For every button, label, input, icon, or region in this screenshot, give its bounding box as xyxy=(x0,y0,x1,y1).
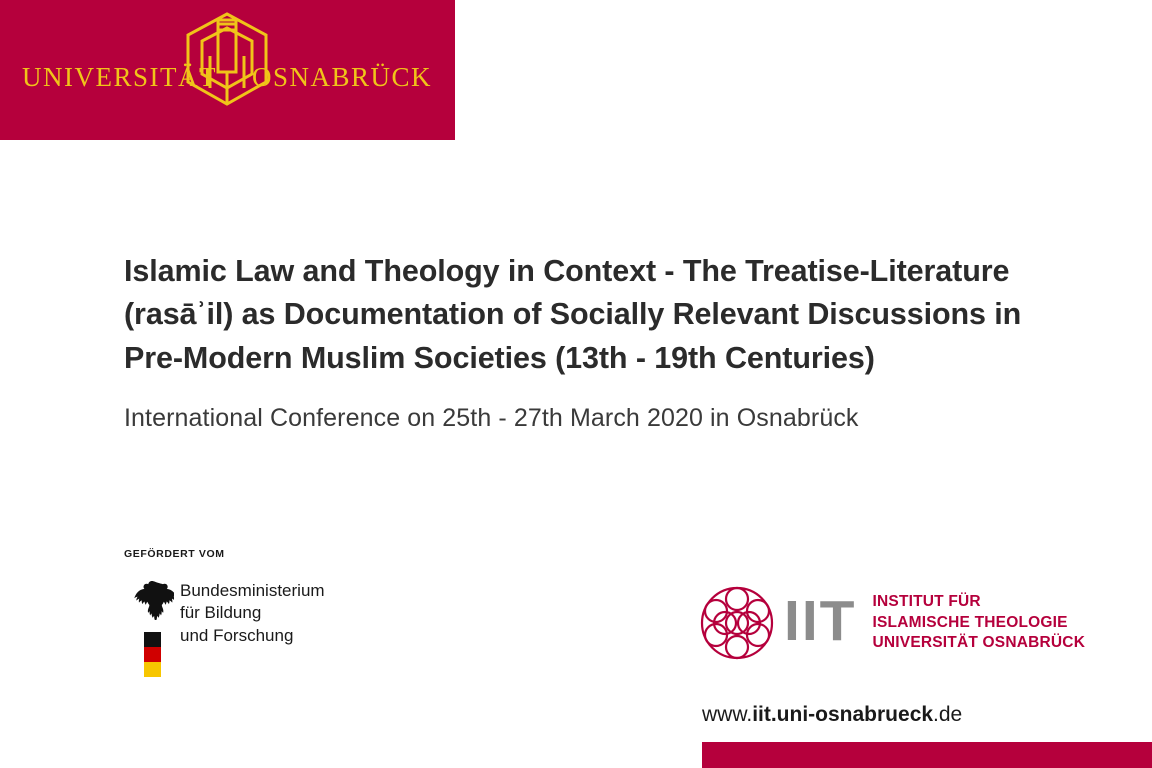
islamic-rosette-icon xyxy=(700,586,774,660)
university-logo-word-left: UNIVERSITÄT xyxy=(22,62,217,92)
university-logo-word-right: OSNABRÜCK xyxy=(252,62,433,92)
iit-acronym: IIT xyxy=(784,588,857,653)
bmbf-line-1: Bundesministerium xyxy=(180,581,325,600)
iit-name-line-3: UNIVERSITÄT OSNABRÜCK xyxy=(872,634,1086,652)
bottom-accent-bar xyxy=(702,742,1152,768)
page-subtitle: International Conference on 25th - 27th March 2020 in Osnabrück xyxy=(124,403,859,432)
university-logo xyxy=(0,0,455,140)
url-prefix: www. xyxy=(702,703,753,726)
bmbf-emblem xyxy=(124,578,180,677)
iit-institute-name xyxy=(873,592,1086,655)
bmbf-wordmark xyxy=(180,578,325,647)
funding-kicker: GEFÖRDERT VOM xyxy=(124,548,225,560)
url-suffix: .de xyxy=(933,703,963,726)
iit-name-line-1: INSTITUT FÜR xyxy=(872,592,981,610)
iit-logo xyxy=(700,586,1085,660)
bmbf-logo xyxy=(124,578,454,677)
title-block xyxy=(124,250,1084,433)
url-main: iit.uni-osnabrueck xyxy=(752,703,934,726)
bmbf-line-3: und Forschung xyxy=(180,625,294,645)
header-band xyxy=(0,0,455,140)
page-title: Islamic Law and Theology in Context - The Treatise-Literature (rasāʾil) as Documentation of Socially Relevant Discussions in Pre-Modern Muslim Societies (13th - 19th Centuries) xyxy=(124,254,1022,375)
iit-name-line-2: ISLAMISCHE THEOLOGIE xyxy=(872,613,1068,631)
funding-block xyxy=(124,548,454,677)
german-flag-icon xyxy=(144,632,161,677)
bmbf-line-2: für Bildung xyxy=(180,603,262,623)
website-url[interactable] xyxy=(702,703,962,727)
federal-eagle-icon xyxy=(130,578,174,626)
